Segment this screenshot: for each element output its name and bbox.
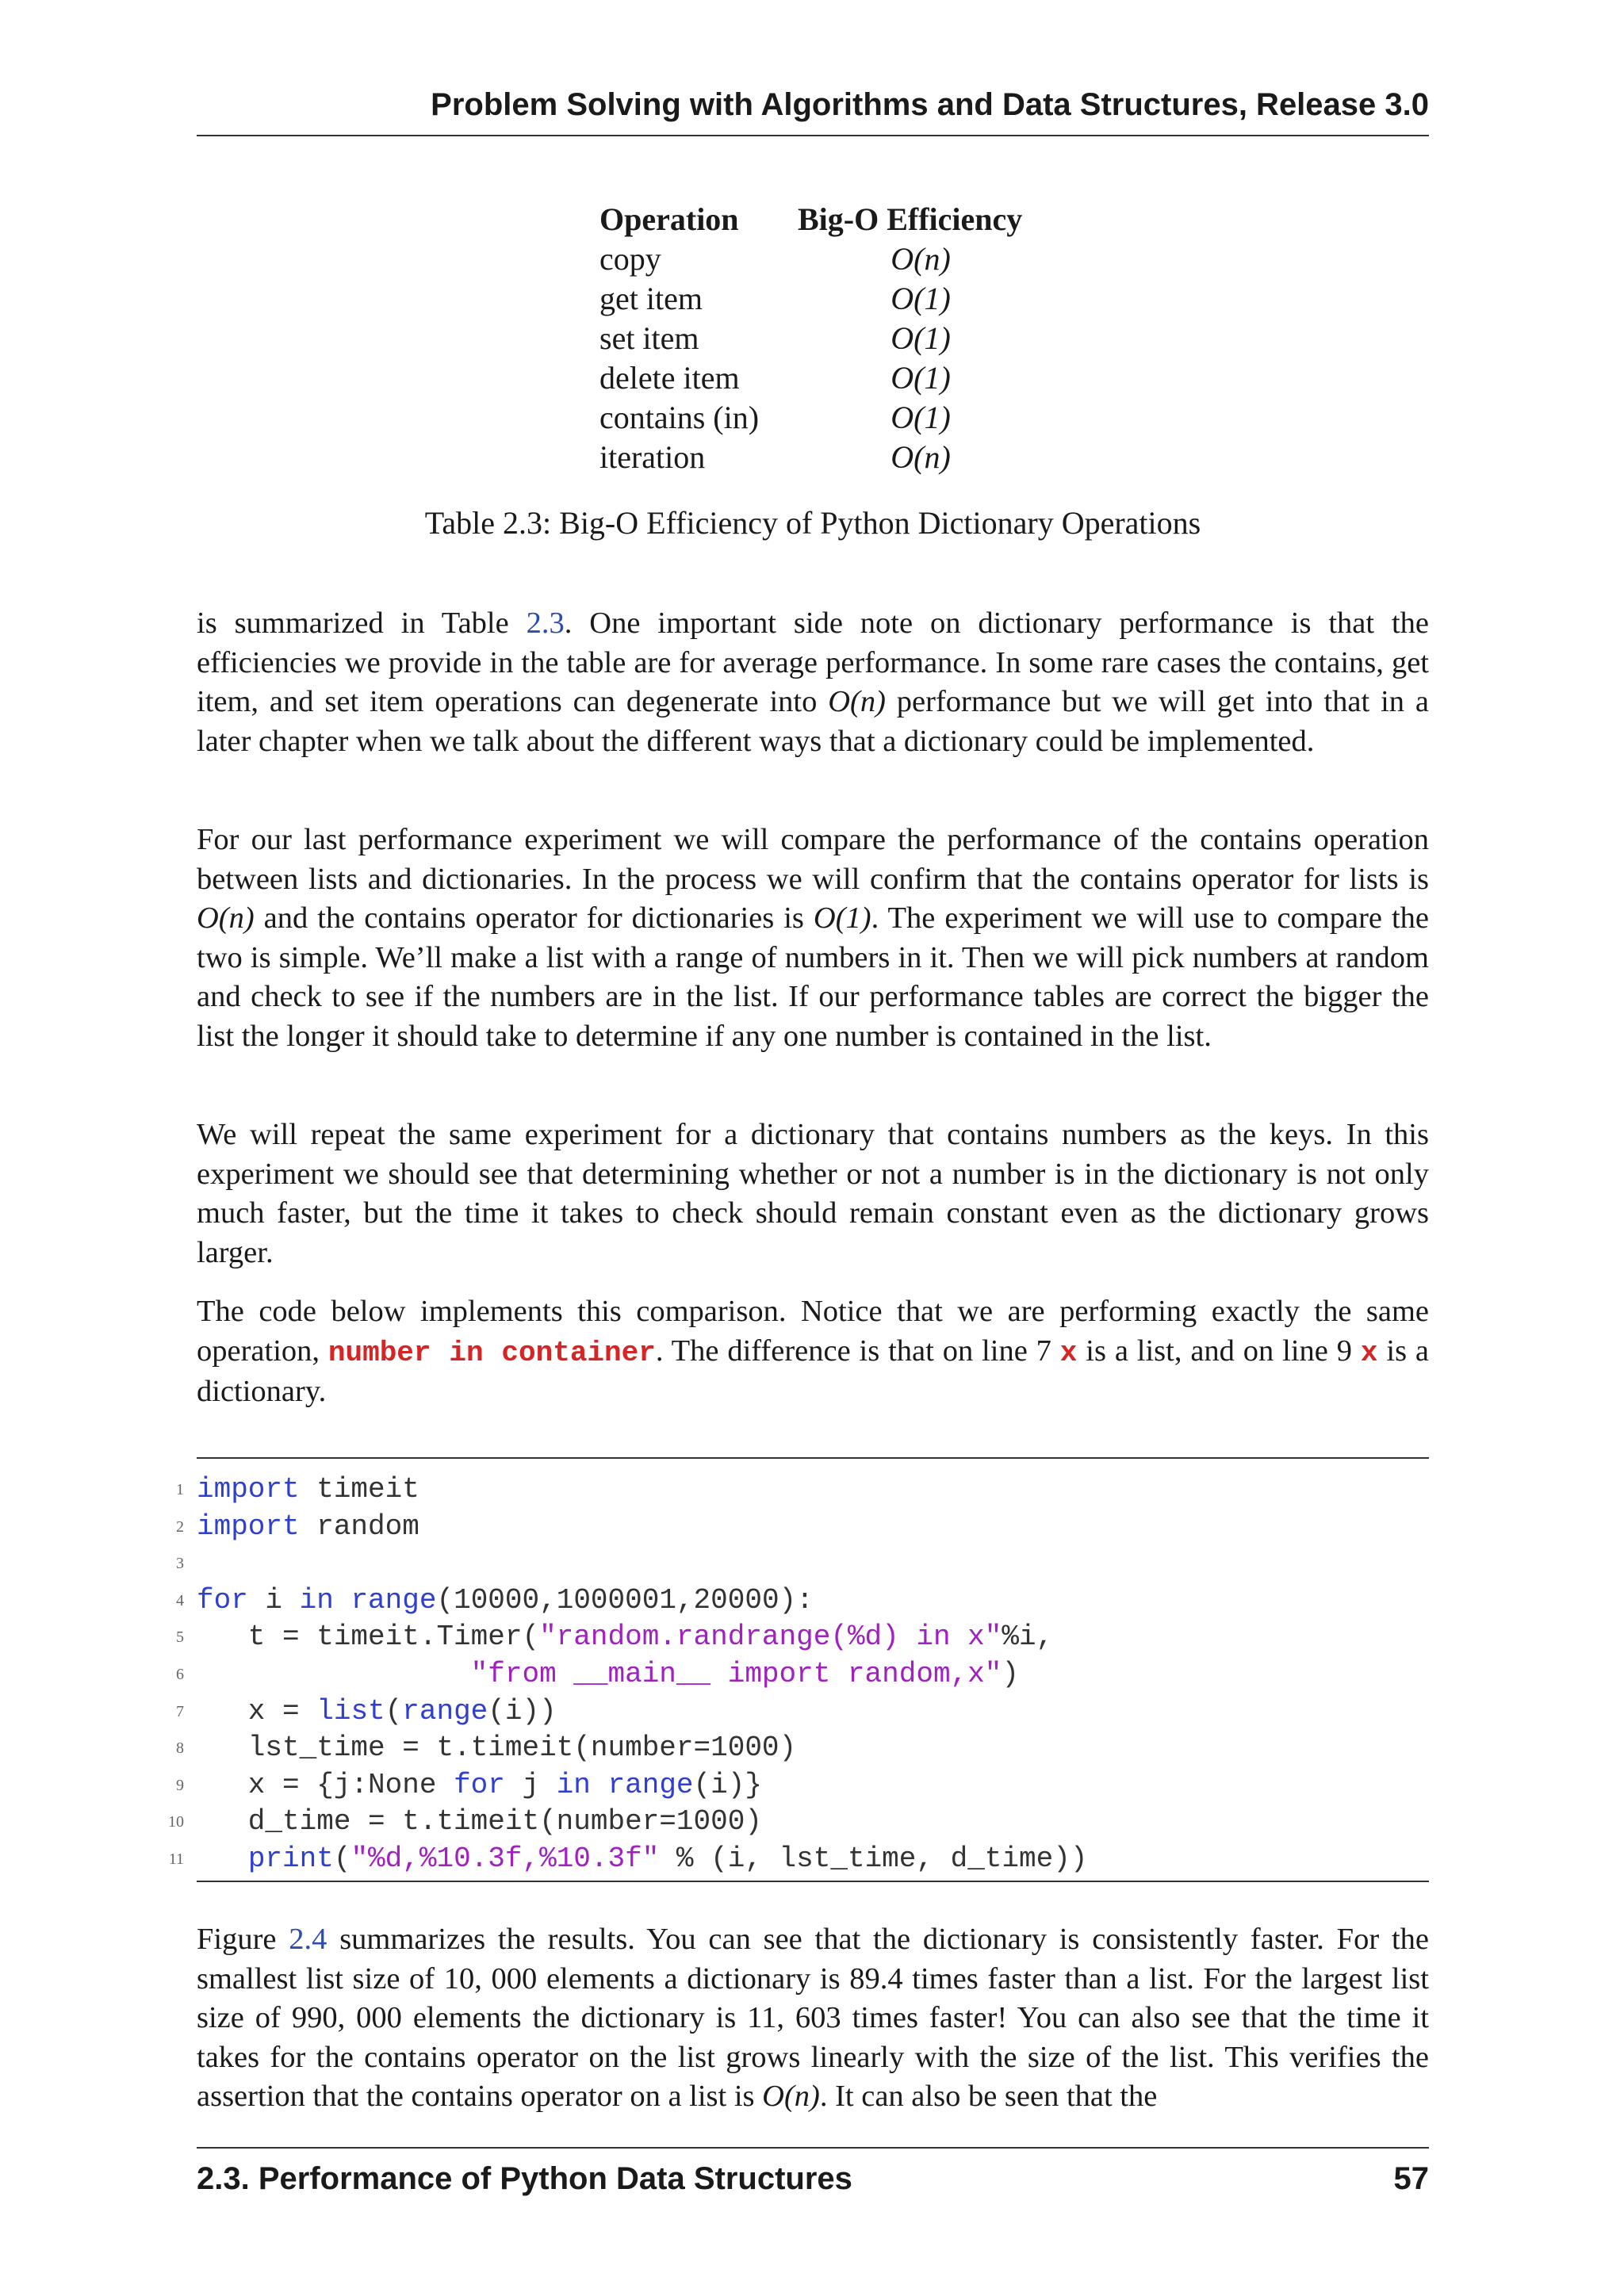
code-text: lst_time = t.timeit(number=1000) [197, 1732, 797, 1765]
code-text: i [247, 1583, 300, 1617]
code-keyword: range [402, 1694, 488, 1728]
text-span: elements a dictionary is [537, 1961, 850, 1996]
code-top-rule [197, 1457, 1429, 1459]
line-number: 4 [176, 1591, 184, 1609]
text-span [1352, 1334, 1361, 1368]
text-span: The code below implements this comparison. Notice that we are performing exactly the same operation, [197, 1295, 1429, 1368]
code-text [334, 1584, 351, 1617]
table-cell: O(1) [891, 360, 951, 396]
line-number: 10 [168, 1813, 184, 1831]
paragraph-results [197, 1920, 1429, 2117]
table-cell: O(n) [891, 439, 951, 475]
code-line [176, 1545, 1429, 1582]
text-span: and the contains operator for dictionaries is [254, 901, 814, 936]
text-span: is a dictionary. [197, 1334, 1430, 1409]
code-text [197, 1843, 248, 1875]
table-cell: contains (in) [599, 400, 760, 435]
text-span: times faster! You can also see that the time it takes for the contains operator on the list grows linearly with the size of the list. This verifies the assertion that the contains operator on a list is [197, 2001, 1429, 2114]
line-number-ref: 9 [1336, 1334, 1353, 1368]
code-line [168, 1841, 1429, 1878]
table-cell: get item [599, 281, 703, 316]
code-line [176, 1582, 1429, 1620]
table-cell: O(1) [891, 400, 951, 435]
code-keyword: in [556, 1768, 591, 1801]
code-text: j [504, 1768, 557, 1801]
table-link[interactable]: 2.3 [526, 607, 565, 640]
code-text: d_time = t.timeit(number=1000) [197, 1805, 762, 1839]
text-span: performance but we will get into that in a later chapter when we talk about the different ways that a dictionary could be implemented. [197, 685, 1429, 758]
code-line [176, 1471, 1429, 1509]
line-number: 1 [176, 1481, 184, 1498]
text-span: . It can also be seen that the [819, 2080, 1158, 2114]
code-string: "random.randrange(%d) in x" [539, 1621, 1002, 1654]
table-row [599, 239, 1044, 279]
line-number: 3 [176, 1555, 184, 1573]
table-header-cell: Operation [599, 201, 739, 237]
code-text: random [299, 1510, 419, 1543]
line-number: 7 [176, 1702, 184, 1720]
header-rule [197, 135, 1429, 136]
table-cell: delete item [599, 360, 740, 396]
text-span: . One important side note on dictionary performance is that the efficiencies we provide in the table are for average performance. In some rare cases the contains, get item, and set item operations can degenerate into [197, 607, 1429, 719]
table-header-cell: Big-O Efficiency [798, 201, 1023, 237]
number: 990, 000 [291, 2001, 402, 2035]
code-text: (10000,1000001,20000): [436, 1583, 814, 1617]
code-keyword: in [299, 1583, 334, 1617]
figure-link[interactable]: 2.4 [289, 1923, 327, 1956]
math-expression: O(n) [828, 685, 886, 719]
text-span: is a list, and on line [1077, 1334, 1337, 1368]
line-number: 5 [176, 1628, 184, 1647]
paragraph-dictionary: We will repeat the same experiment for a dictionary that contains numbers as the keys. In this experiment we should see that determining whether or not a number is in the dictionary is not only much faster, but the time it takes to check should remain constant even as the dictionary grows larger. [197, 1118, 1429, 1269]
paragraph-experiment [197, 821, 1429, 1057]
code-text: ) [1002, 1657, 1019, 1690]
running-header: Problem Solving with Algorithms and Data Structures, Release 3.0 [431, 87, 1429, 122]
footer-rule [197, 2147, 1429, 2149]
text-span: Figure [197, 1923, 289, 1956]
table-caption: Table 2.3: Big-O Efficiency of Python Dictionary Operations [424, 505, 1201, 541]
table-row [599, 358, 1044, 398]
inline-code: x [1059, 1336, 1078, 1369]
table-row [599, 279, 1044, 319]
code-text: timeit [299, 1473, 419, 1506]
code-string: "from __main__ import random,x" [470, 1657, 1002, 1690]
line-number: 9 [176, 1776, 184, 1794]
inline-code: x [1360, 1336, 1378, 1369]
code-text: x = [197, 1694, 317, 1728]
code-line [176, 1619, 1429, 1656]
text-span: summarizes the results. You can see that the dictionary is consistently faster. For the smallest list size of [197, 1923, 1429, 1996]
code-text: (i)} [693, 1768, 762, 1801]
number: 89.4 [849, 1961, 903, 1996]
math-expression: O(n) [197, 901, 255, 936]
footer-section-title: 2.3. Performance of Python Data Structures [197, 2161, 852, 2196]
text-span [1051, 1334, 1060, 1368]
line-number: 2 [176, 1517, 184, 1536]
text-span: times faster than a list. For the largest list size of [197, 1961, 1429, 2035]
code-text [591, 1769, 608, 1801]
table-row [599, 438, 1044, 477]
code-keyword: range [607, 1768, 694, 1801]
table-cell: set item [599, 320, 699, 356]
code-text: t = timeit.Timer( [197, 1621, 540, 1654]
code-keyword: for [454, 1768, 505, 1801]
code-bottom-rule [197, 1881, 1429, 1882]
page-number: 57 [1393, 2161, 1429, 2196]
code-line [176, 1730, 1429, 1767]
text-span: . The experiment we will use to compare the two is simple. We’ll make a list with a range of numbers in it. Then we will pick numbers at random and check to see if the numbers are in the list. If our performance tables are correct the bigger the list the longer it should take to determine if any one number is contained in the list. [197, 901, 1429, 1053]
code-keyword: list [316, 1694, 385, 1728]
line-number: 8 [176, 1739, 184, 1758]
running-footer [197, 2161, 1429, 2197]
number: 10, 000 [443, 1961, 538, 1996]
code-string: "%d,%10.3f,%10.3f" [350, 1842, 660, 1875]
code-text: (i)) [488, 1694, 557, 1728]
table-cell: O(n) [891, 241, 951, 277]
number: 11, 603 [747, 2001, 841, 2035]
paragraph-code-intro [197, 1292, 1429, 1412]
code-line [176, 1693, 1429, 1731]
code-line [176, 1656, 1429, 1693]
code-text: ( [333, 1842, 351, 1875]
math-expression: O(1) [813, 901, 871, 936]
code-keyword: import [197, 1510, 300, 1543]
text-span: For our last performance experiment we will compare the performance of the contains operation between lists and dictionaries. In the process we will confirm that the contains operator for lists is [197, 823, 1429, 896]
math-expression: O(n) [762, 2080, 820, 2114]
code-text: ( [385, 1694, 403, 1728]
code-text [197, 1658, 471, 1690]
table-header-row [599, 200, 1044, 239]
table-cell: iteration [599, 439, 706, 475]
code-listing [168, 1471, 1429, 1878]
table-row [599, 319, 1044, 358]
line-number-ref: 7 [1036, 1334, 1051, 1368]
big-o-table [599, 200, 1044, 477]
code-text: % (i, lst_time, d_time)) [659, 1842, 1088, 1875]
code-text: x = {j:None [197, 1768, 454, 1801]
line-number: 11 [168, 1850, 184, 1868]
code-keyword: import [197, 1473, 300, 1506]
code-line [168, 1804, 1429, 1841]
paragraph-summary [197, 604, 1429, 761]
text-span: is summarized in Table [197, 607, 527, 640]
code-keyword: print [247, 1842, 334, 1875]
table-row [599, 398, 1044, 438]
code-line [176, 1767, 1429, 1804]
code-line [176, 1509, 1429, 1546]
code-keyword: range [350, 1583, 437, 1617]
table-cell: copy [599, 241, 661, 277]
table-cell: O(1) [891, 281, 951, 316]
line-number: 6 [176, 1665, 184, 1683]
table-cell: O(1) [891, 320, 951, 356]
inline-code: number in container [327, 1336, 656, 1369]
text-span: elements the dictionary is [401, 2001, 748, 2035]
code-text: %i, [1002, 1621, 1054, 1654]
code-keyword: for [197, 1583, 248, 1617]
text-span: . The difference is that on line [655, 1334, 1036, 1368]
